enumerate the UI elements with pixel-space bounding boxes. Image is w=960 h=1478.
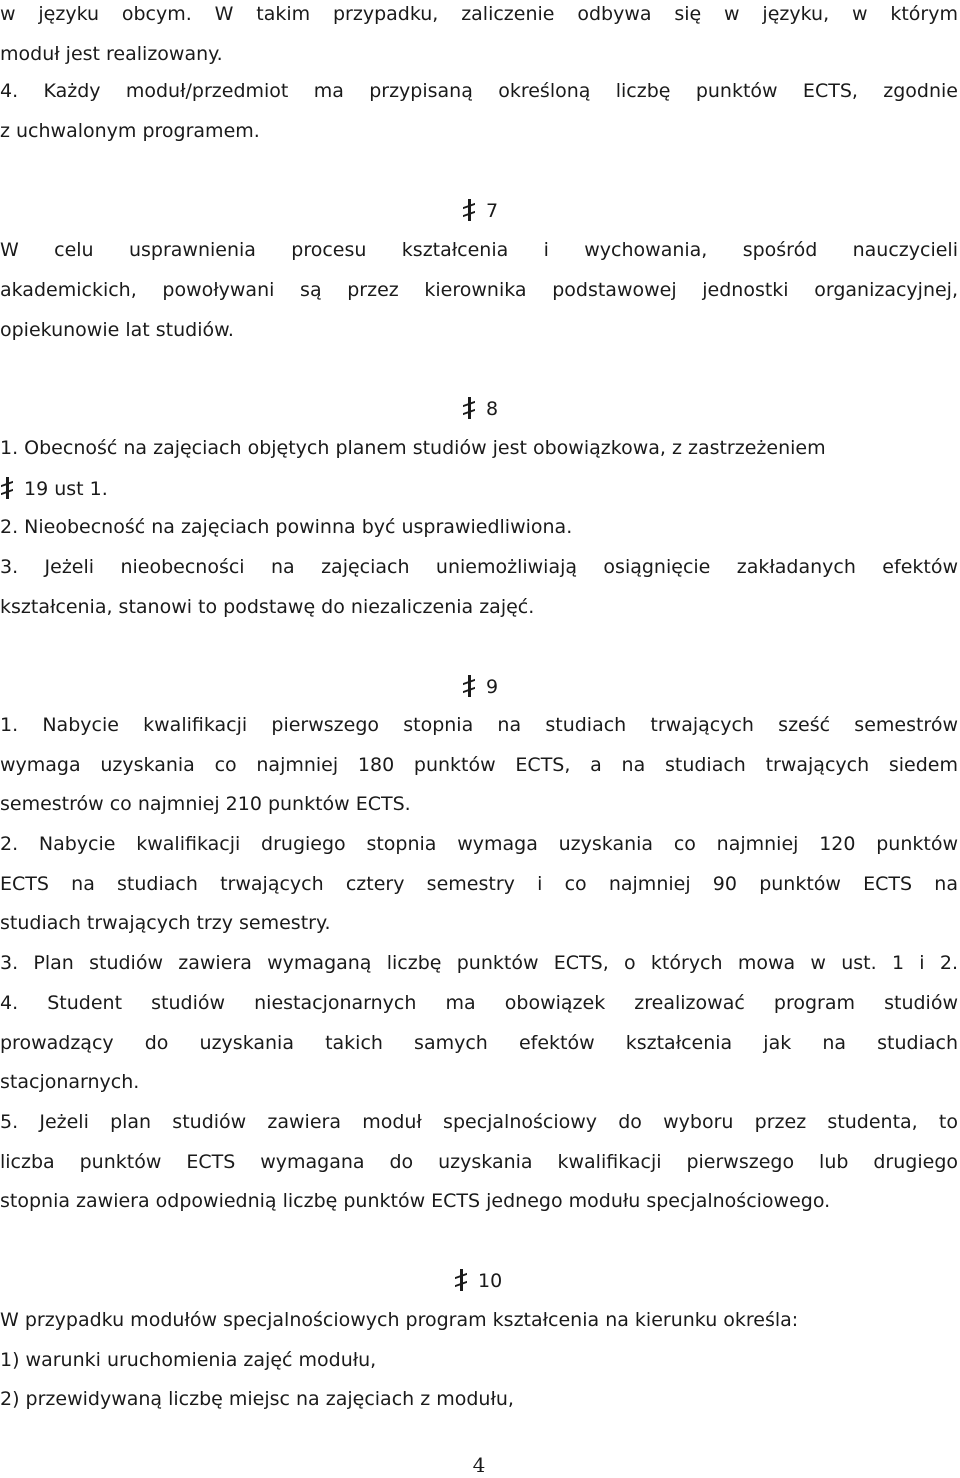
section-sign-icon: [462, 673, 476, 699]
paragraph-line: opiekunowie lat studiów.: [0, 319, 234, 341]
section-number: 9: [486, 676, 499, 698]
section-heading-7: [462, 197, 498, 225]
page-number: 4: [472, 1453, 486, 1477]
paragraph-line: 2. Nabycie kwalifikacji drugiego stopnia wymaga uzyskania co najmniej 120 punktów: [0, 833, 958, 855]
paragraph-line: 3. Jeżeli nieobecności na zajęciach uniemożliwiają osiągnięcie zakładanych efektów: [0, 556, 958, 578]
paragraph-line: wymaga uzyskania co najmniej 180 punktów ECTS, a na studiach trwających siedem: [0, 754, 958, 776]
paragraph-line: 3. Plan studiów zawiera wymaganą liczbę punktów ECTS, o których mowa w ust. 1 i 2.: [0, 952, 958, 974]
paragraph-line: W przypadku modułów specjalnościowych program kształcenia na kierunku określa:: [0, 1309, 799, 1331]
paragraph-line: stacjonarnych.: [0, 1071, 140, 1093]
paragraph-line: prowadzący do uzyskania takich samych efektów kształcenia jak na studiach: [0, 1032, 958, 1054]
paragraph-line: ECTS na studiach trwających cztery semestry i co najmniej 90 punktów ECTS na: [0, 873, 958, 895]
section-sign-icon: [454, 1267, 468, 1293]
paragraph-line: studiach trwających trzy semestry.: [0, 912, 331, 934]
section-sign-icon: [462, 395, 476, 421]
paragraph-line: 1. Obecność na zajęciach objętych planem studiów jest obowiązkowa, z zastrzeżeniem: [0, 437, 826, 459]
paragraph-line: semestrów co najmniej 210 punktów ECTS.: [0, 793, 411, 815]
section-number: 10: [478, 1270, 503, 1292]
section-sign-icon: [0, 475, 14, 501]
section-heading-10: [454, 1267, 502, 1295]
paragraph-line: 4. Student studiów niestacjonarnych ma obowiązek zrealizować program studiów: [0, 992, 958, 1014]
paragraph-line: stopnia zawiera odpowiednią liczbę punktów ECTS jednego modułu specjalnościowego.: [0, 1190, 831, 1212]
paragraph-line: moduł jest realizowany.: [0, 43, 223, 65]
section-number: 7: [486, 200, 499, 222]
paragraph-line: z uchwalonym programem.: [0, 120, 260, 142]
paragraph-line: kształcenia, stanowi to podstawę do niezaliczenia zajęć.: [0, 596, 535, 618]
section-sign-icon: [462, 197, 476, 223]
paragraph-line: akademickich, powoływani są przez kierownika podstawowej jednostki organizacyjnej,: [0, 279, 958, 301]
paragraph-line: 1. Nabycie kwalifikacji pierwszego stopnia na studiach trwających sześć semestrów: [0, 714, 958, 736]
paragraph-line: liczba punktów ECTS wymagana do uzyskania kwalifikacji pierwszego lub drugiego: [0, 1151, 958, 1173]
paragraph-line: 1) warunki uruchomienia zajęć modułu,: [0, 1349, 377, 1371]
paragraph-line: 5. Jeżeli plan studiów zawiera moduł specjalnościowy do wyboru przez studenta, to: [0, 1111, 958, 1133]
paragraph-line: w języku obcym. W takim przypadku, zaliczenie odbywa się w języku, w którym: [0, 3, 958, 25]
paragraph-line: W celu usprawnienia procesu kształcenia i wychowania, spośród nauczycieli: [0, 239, 958, 261]
paragraph-line: 2) przewidywaną liczbę miejsc na zajęciach z modułu,: [0, 1388, 514, 1410]
paragraph-line: [0, 475, 958, 503]
reference-text: 19 ust 1.: [24, 478, 108, 500]
section-number: 8: [486, 398, 499, 420]
paragraph-line: 4. Każdy moduł/przedmiot ma przypisaną określoną liczbę punktów ECTS, zgodnie: [0, 80, 958, 102]
section-heading-9: [462, 673, 498, 701]
section-heading-8: [462, 395, 498, 423]
paragraph-line: 2. Nieobecność na zajęciach powinna być usprawiedliwiona.: [0, 516, 573, 538]
